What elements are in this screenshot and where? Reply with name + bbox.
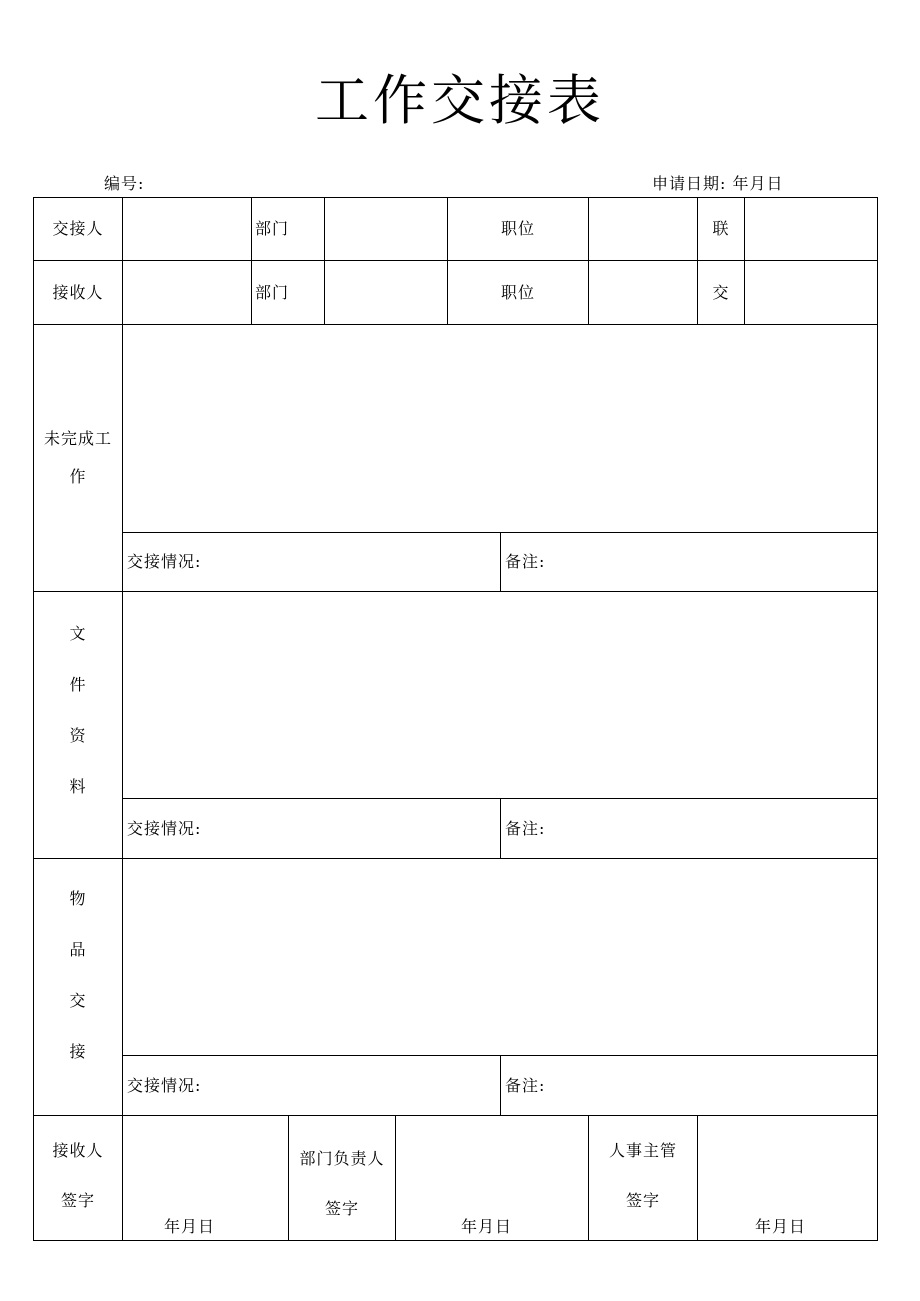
hr-signature-label-line1: 人事主管: [608, 1141, 677, 1160]
handover-contact-field[interactable]: [745, 198, 877, 260]
files-label-char: 资: [69, 726, 87, 745]
dept-head-signature-label-line2: 签字: [324, 1199, 359, 1218]
page-title: 工作交接表: [315, 69, 605, 132]
files-field[interactable]: [123, 592, 877, 798]
unfinished-work-label-line2: 作: [69, 467, 87, 486]
handover-dept-label: 部门: [255, 219, 290, 238]
unfinished-work-label-line1: 未完成工: [43, 429, 112, 448]
handover-dept-field[interactable]: [325, 198, 447, 260]
items-label-char: 接: [69, 1042, 87, 1061]
receiver-dept-field[interactable]: [325, 261, 447, 324]
dept-head-signature-date: 年月日: [461, 1217, 513, 1236]
handover-person-label: 交接人: [52, 219, 104, 238]
items-handover-status[interactable]: 交接情况:: [127, 1075, 202, 1095]
hr-signature-date: 年月日: [755, 1217, 807, 1236]
handover-position-field[interactable]: [589, 198, 697, 260]
receiver-contact-field[interactable]: [745, 261, 877, 324]
items-field[interactable]: [123, 859, 877, 1055]
unfinished-work-label: [34, 325, 122, 591]
files-remark[interactable]: 备注:: [505, 818, 546, 838]
receiver-label: 接收人: [52, 282, 104, 302]
form-number-label: 编号:: [104, 174, 145, 193]
files-handover-status[interactable]: 交接情况:: [127, 818, 202, 838]
items-label-char: 品: [69, 940, 87, 959]
dept-head-signature-label: [289, 1116, 395, 1240]
handover-position-label: 职位: [500, 219, 535, 238]
items-label-char: 物: [69, 889, 87, 908]
items-remark[interactable]: 备注:: [505, 1075, 546, 1095]
files-label-char: 文: [69, 624, 87, 643]
unfinished-handover-status[interactable]: 交接情况:: [127, 552, 202, 571]
receiver-signature-label-line1: 接收人: [52, 1141, 104, 1160]
items-label: [34, 859, 122, 1115]
receiver-signature-date: 年月日: [164, 1217, 216, 1236]
hr-signature-label-line2: 签字: [625, 1191, 660, 1210]
items-label-char: 交: [69, 991, 87, 1010]
handover-form-table: [33, 197, 878, 1241]
receiver-dept-label: 部门: [255, 282, 290, 302]
receiver-field[interactable]: [123, 261, 251, 324]
dept-head-signature-label-line1: 部门负责人: [299, 1149, 385, 1168]
receiver-signature-label-line2: 签字: [60, 1191, 95, 1210]
handover-contact-label: 联: [712, 219, 730, 238]
files-label: [34, 592, 122, 858]
receiver-position-field[interactable]: [589, 261, 697, 324]
application-date-label: 申请日期: 年月日: [652, 174, 784, 193]
files-label-char: 料: [69, 777, 87, 796]
hr-signature-label: [589, 1116, 697, 1240]
files-label-char: 件: [69, 675, 87, 694]
receiver-contact-label: 交: [712, 282, 730, 302]
unfinished-work-field[interactable]: [123, 325, 877, 532]
receiver-position-label: 职位: [500, 282, 535, 302]
receiver-signature-label: [34, 1116, 122, 1240]
unfinished-remark[interactable]: 备注:: [505, 552, 546, 571]
handover-person-field[interactable]: [123, 198, 251, 260]
